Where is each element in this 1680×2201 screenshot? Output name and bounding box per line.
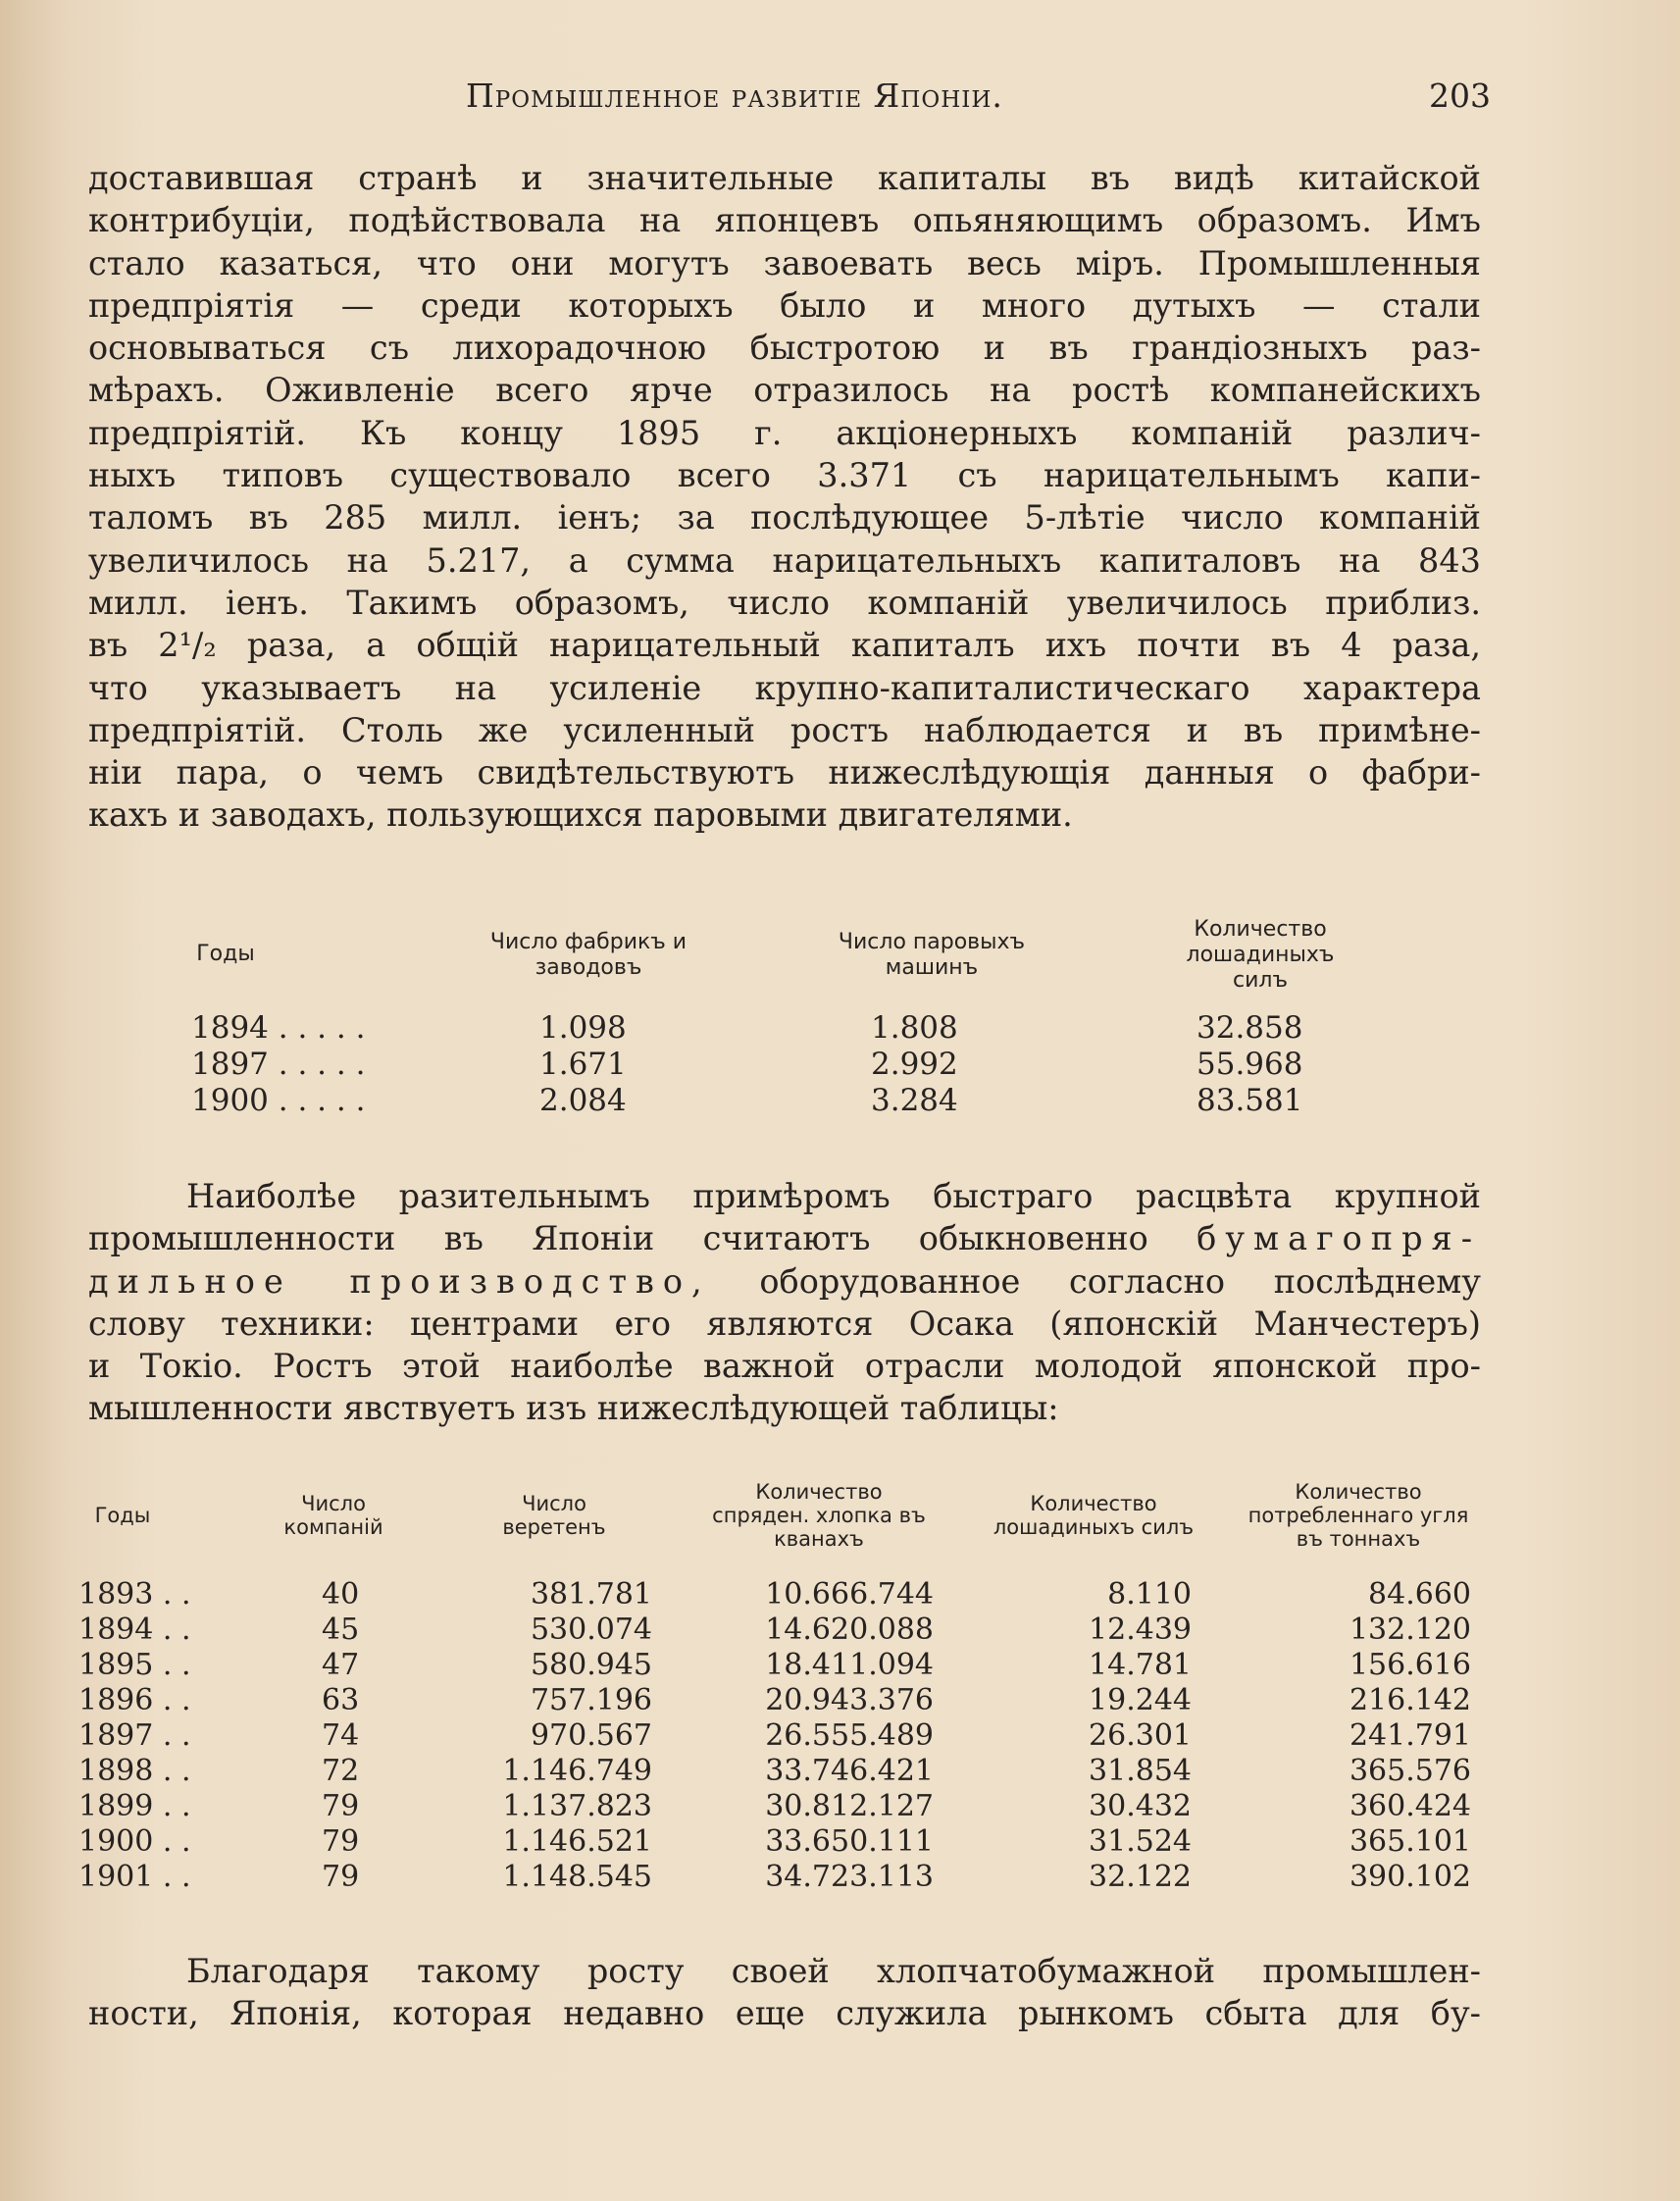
text-fragment: оборудованное согласно послѣднему [759, 1261, 1481, 1301]
cell-cotton: 33.746.421 [765, 1754, 934, 1788]
cell-year: 1896 . . [78, 1683, 191, 1717]
text-line: предпріятій. Къ концу 1895 г. акціонерныхъ компаній различ- [88, 413, 1481, 452]
text-line: и Токіо. Ростъ этой наиболѣе важной отрасли молодой японской про- [88, 1347, 1481, 1386]
text-line: что указываетъ на усиленіе крупно-капиталистическаго характера [88, 668, 1481, 707]
cell-horsepower: 26.301 [1089, 1718, 1192, 1753]
cell-coal: 365.101 [1349, 1824, 1471, 1859]
cell-engines: 2.992 [871, 1047, 958, 1082]
cell-cotton: 26.555.489 [765, 1718, 934, 1753]
text-line: кахъ и заводахъ, пользующихся паровыми двигателями. [88, 795, 1073, 835]
cell-companies: 47 [322, 1648, 360, 1682]
paragraph-2 [88, 1175, 1481, 1430]
table-row [78, 1754, 1481, 1789]
table-row [78, 1577, 1481, 1612]
column-header-spindles: Число веретенъ [502, 1492, 606, 1539]
cell-coal: 84.660 [1368, 1577, 1471, 1612]
cell-horsepower: 12.439 [1089, 1612, 1192, 1647]
cell-coal: 156.616 [1349, 1648, 1471, 1682]
text-line: ности, Японія, которая недавно еще служила рынкомъ сбыта для бу- [88, 1994, 1481, 2033]
table-row [88, 1010, 1481, 1047]
text-line: контрибуціи, подѣйствовала на японцевъ опьяняющимъ образомъ. Имъ [88, 201, 1481, 240]
table-row [78, 1824, 1481, 1860]
cell-engines: 1.808 [871, 1010, 958, 1046]
cell-year: 1898 . . [78, 1754, 191, 1788]
cell-spindles: 970.567 [530, 1718, 652, 1753]
cell-horsepower: 19.244 [1089, 1683, 1192, 1717]
cell-spindles: 1.148.545 [502, 1860, 652, 1894]
column-header-horsepower: Количество лошадиныхъ силъ [1186, 917, 1335, 993]
text-line: мѣрахъ. Оживленіе всего ярче отразилось на ростѣ компанейскихъ [88, 371, 1481, 410]
cell-horsepower: 31.854 [1089, 1754, 1192, 1788]
cell-factories: 2.084 [539, 1083, 627, 1118]
cell-coal: 132.120 [1349, 1612, 1471, 1647]
column-header-years: Годы [94, 1504, 151, 1527]
text-line: ныхъ типовъ существовало всего 3.371 съ нарицательнымъ капи- [88, 456, 1481, 495]
text-line: слову техники: центрами его являются Осака (японскій Манчестеръ) [88, 1304, 1481, 1343]
cell-horsepower: 31.524 [1089, 1824, 1192, 1859]
cell-year: 1894 . . [78, 1612, 191, 1647]
cell-coal: 241.791 [1349, 1718, 1471, 1753]
emphasized-term: бумагопря- [1196, 1219, 1482, 1258]
text-line [88, 1217, 1481, 1259]
cell-spindles: 1.146.749 [502, 1754, 652, 1788]
text-line [88, 1260, 1481, 1303]
cell-coal: 365.576 [1349, 1754, 1471, 1788]
cell-factories: 1.098 [539, 1010, 627, 1046]
cell-spindles: 1.137.823 [502, 1789, 652, 1823]
cell-year: 1900 . . . . . [191, 1083, 366, 1118]
cell-year: 1897 . . . . . [191, 1047, 366, 1082]
cell-coal: 390.102 [1349, 1860, 1471, 1894]
cell-spindles: 757.196 [530, 1683, 652, 1717]
column-header-years: Годы [196, 942, 255, 966]
text-line: стало казаться, что они могутъ завоевать весь міръ. Промышленныя [88, 243, 1481, 282]
emphasized-term: дильное производство, [88, 1261, 711, 1301]
text-line: основываться съ лихорадочною быстротою и въ грандіозныхъ раз- [88, 329, 1481, 368]
cell-horsepower: 32.858 [1196, 1010, 1303, 1046]
cell-spindles: 1.146.521 [502, 1824, 652, 1859]
column-header-companies: Число компаній [283, 1492, 383, 1539]
table-row [78, 1860, 1481, 1895]
table-row [78, 1789, 1481, 1824]
page-number: 203 [1429, 77, 1491, 115]
table-row [78, 1683, 1481, 1718]
text-line: предпріятій. Столь же усиленный ростъ наблюдается и въ примѣне- [88, 710, 1481, 749]
cell-companies: 72 [322, 1754, 360, 1788]
cell-year: 1893 . . [78, 1577, 191, 1612]
text-line: Наиболѣе разительнымъ примѣромъ быстраго расцвѣта крупной [186, 1177, 1481, 1215]
text-line: милл. іенъ. Такимъ образомъ, число компаній увеличилось приблиз. [88, 583, 1481, 622]
cell-spindles: 381.781 [530, 1577, 652, 1612]
cell-coal: 360.424 [1349, 1789, 1471, 1823]
table-row [88, 1083, 1481, 1119]
cell-companies: 63 [322, 1683, 360, 1717]
cell-cotton: 33.650.111 [765, 1824, 934, 1859]
table-row [88, 1047, 1481, 1083]
cell-cotton: 34.723.113 [765, 1860, 934, 1894]
text-line: ніи пара, о чемъ свидѣтельствуютъ нижеслѣдующія данныя о фабри- [88, 753, 1481, 793]
running-title: Промышленное развитіе Японіи. [466, 77, 1003, 115]
cotton-spinning-table [78, 1476, 1481, 1908]
table-row [78, 1718, 1481, 1754]
cell-cotton: 10.666.744 [765, 1577, 934, 1612]
cell-coal: 216.142 [1349, 1683, 1471, 1717]
text-line: доставившая странѣ и значительные капиталы въ видѣ китайской [88, 159, 1481, 197]
cell-year: 1899 . . [78, 1789, 191, 1823]
column-header-factories: Число фабрикъ и заводовъ [489, 930, 687, 980]
cell-companies: 79 [322, 1860, 360, 1894]
table-row [78, 1612, 1481, 1648]
cell-year: 1900 . . [78, 1824, 191, 1859]
text-line: таломъ въ 285 милл. іенъ; за послѣдующее 5-лѣтіе число компаній [88, 498, 1481, 537]
cell-spindles: 530.074 [530, 1612, 652, 1647]
cell-horsepower: 32.122 [1089, 1860, 1192, 1894]
cell-year: 1895 . . [78, 1648, 191, 1682]
cell-spindles: 580.945 [530, 1648, 652, 1682]
cell-horsepower: 55.968 [1196, 1047, 1303, 1082]
cell-horsepower: 30.432 [1089, 1789, 1192, 1823]
paragraph-3 [88, 1950, 1481, 2035]
text-line: въ 2¹/₂ раза, а общій нарицательный капиталъ ихъ почти въ 4 раза, [88, 626, 1481, 665]
column-header-horsepower: Количество лошадиныхъ силъ [993, 1492, 1195, 1539]
text-line: увеличилось на 5.217, а сумма нарицательныхъ капиталовъ на 843 [88, 540, 1481, 580]
cell-companies: 74 [322, 1718, 360, 1753]
cell-horsepower: 8.110 [1107, 1577, 1192, 1612]
cell-companies: 79 [322, 1789, 360, 1823]
text-fragment: промышленности въ Японіи считаютъ обыкновенно [88, 1219, 1148, 1258]
cell-engines: 3.284 [871, 1083, 958, 1118]
column-header-engines: Число паровыхъ машинъ [838, 930, 1026, 980]
steam-engines-table [88, 912, 1481, 1148]
cell-factories: 1.671 [539, 1047, 627, 1082]
cell-companies: 45 [322, 1612, 360, 1647]
cell-cotton: 18.411.094 [765, 1648, 934, 1682]
cell-cotton: 14.620.088 [765, 1612, 934, 1647]
cell-year: 1897 . . [78, 1718, 191, 1753]
running-head [88, 77, 1491, 126]
paragraph-1 [88, 157, 1481, 837]
text-line: мышленности явствуетъ изъ нижеслѣдующей таблицы: [88, 1389, 1059, 1428]
cell-year: 1894 . . . . . [191, 1010, 366, 1046]
column-header-cotton: Количество спряден. хлопка въ кванахъ [712, 1480, 926, 1551]
cell-year: 1901 . . [78, 1860, 191, 1894]
column-header-coal: Количество потребленнаго угля въ тоннахъ [1247, 1480, 1469, 1551]
cell-cotton: 20.943.376 [765, 1683, 934, 1717]
cell-cotton: 30.812.127 [765, 1789, 934, 1823]
text-line: Благодаря такому росту своей хлопчатобумажной промышлен- [186, 1952, 1481, 1990]
cell-companies: 40 [322, 1577, 360, 1612]
cell-horsepower: 83.581 [1196, 1083, 1303, 1118]
table-row [78, 1648, 1481, 1683]
cell-companies: 79 [322, 1824, 360, 1859]
text-line: предпріятія — среди которыхъ было и много дутыхъ — стали [88, 285, 1481, 325]
cell-horsepower: 14.781 [1089, 1648, 1192, 1682]
